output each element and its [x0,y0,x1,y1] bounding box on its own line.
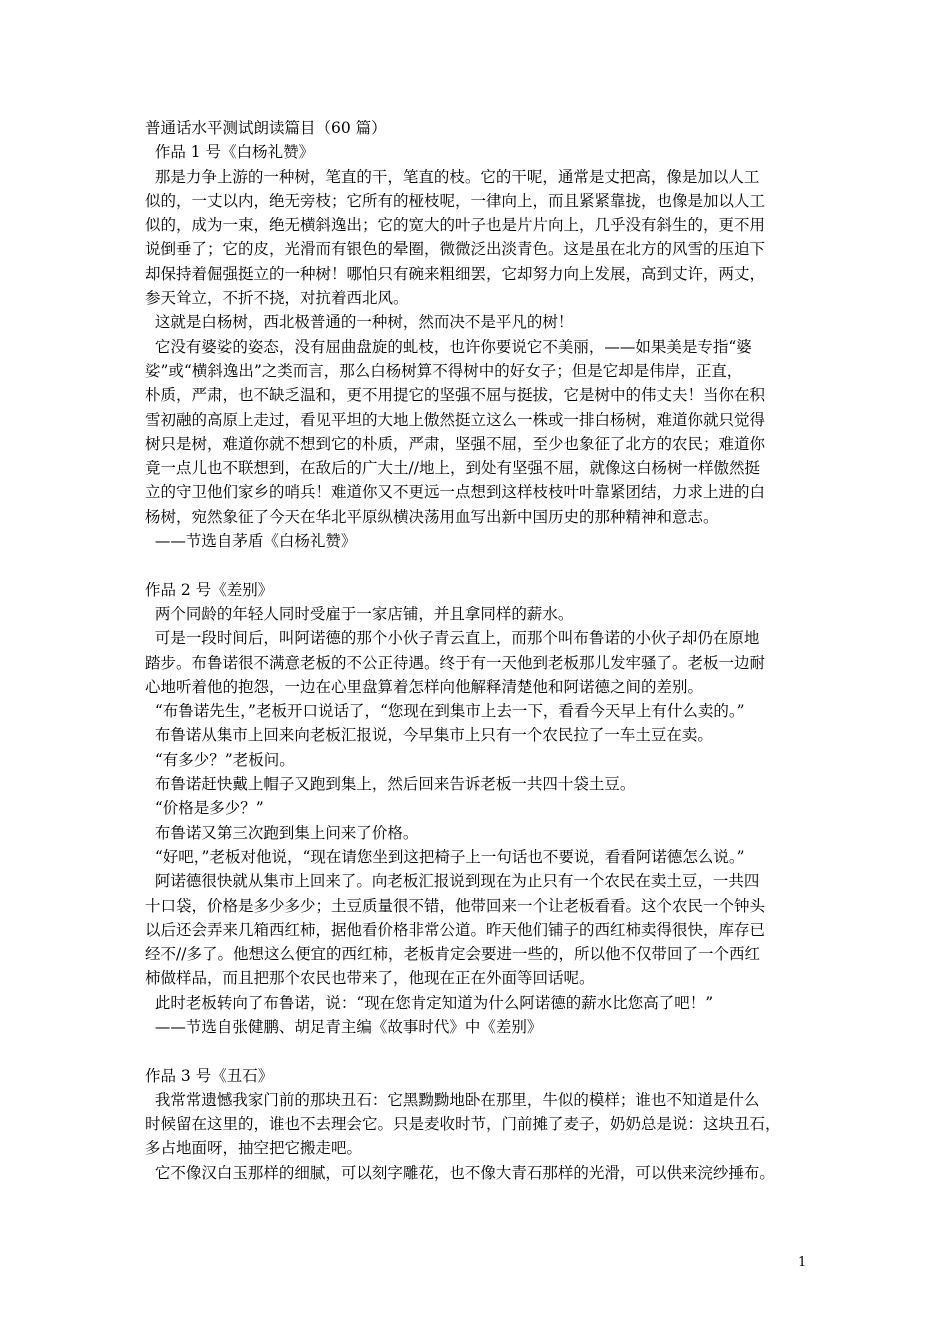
text-line: 心地听着他的抱怨，一边在心里盘算着怎样向他解释清楚他和阿诺德之间的差别。 [145,677,704,696]
text-line: 说倒垂了；它的皮，光滑而有银色的晕圈，微微泛出淡青色。这是虽在北方的风雪的压迫下 [145,240,766,259]
text-line: 娑”或“横斜逸出”之类而言，那么白杨树算不得树中的好女子；但是它却是伟岸，正直， [145,361,743,380]
text-line: 却保持着倔强挺立的一种树！哪怕只有碗来粗细罢，它却努力向上发展，高到丈许，两丈， [145,264,766,283]
text-line: 踏步。布鲁诺很不满意老板的不公正待遇。终于有一天他到老板那儿发牢骚了。老板一边耐 [145,653,766,672]
page-number: 1 [798,1255,807,1270]
text-line: “布鲁诺先生，”老板开口说话了，“您现在到集市上去一下，看看今天早上有什么卖的。” [145,702,745,721]
text-line: 参天耸立，不折不挠，对抗着西北风。 [145,289,409,308]
text-line: 多占地面呀，抽空把它搬走吧。 [145,1139,363,1158]
text-line: 作品 3 号《丑石》 [145,1066,274,1085]
text-line: 它不像汉白玉那样的细腻，可以刻字雕花，也不像大青石那样的光滑，可以供来浣纱捶布。 [145,1163,775,1182]
text-line: 这就是白杨树，西北极普通的一种树，然而决不是平凡的树！ [145,313,574,332]
text-line: 布鲁诺赶快戴上帽子又跑到集上，然后回来告诉老板一共四十袋土豆。 [145,775,636,794]
text-line: 我常常遗憾我家门前的那块丑石：它黑黝黝地卧在那里，牛似的模样；谁也不知道是什么 [145,1090,760,1109]
text-line: “有多少？”老板问。 [145,750,295,769]
text-line: 朴质，严肃，也不缺乏温和，更不用提它的坚强不屈与挺拔，它是树中的伟丈夫！当你在积 [145,386,766,405]
text-line: 似的，一丈以内，绝无旁枝；它所有的桠枝呢，一律向上，而且紧紧靠拢，也像是加以人工 [145,191,766,210]
text-line: 杨树，宛然象征了今天在华北平原纵横决荡用血写出新中国历史的那种精神和意志。 [145,507,719,526]
text-line: 作品 2 号《差别》 [145,580,274,599]
text-line: 经不//多了。他想这么便宜的西红柿，老板肯定会要进一些的，所以他不仅带回了一个西红 [145,945,760,964]
text-line: ——节选自张健鹏、胡足青主编《故事时代》中《差别》 [145,1017,543,1036]
text-line: 阿诺德很快就从集市上回来了。向老板汇报说到现在为止只有一个农民在卖土豆，一共四 [145,872,760,891]
text-line: 竟一点儿也不联想到，在敌后的广大土//地上，到处有坚强不屈，就像这白杨树一样傲然挺 [145,459,760,478]
text-line: 树只是树，难道你就不想到它的朴质，严肃，坚强不屈，至少也象征了北方的农民；难道你 [145,434,766,453]
blank-line [145,553,810,577]
text-line: 两个同龄的年轻人同时受雇于一家店铺，并且拿同样的薪水。 [145,604,574,623]
text-line: 雪初融的高原上走过，看见平坦的大地上傲然挺立这么一株或一排白杨树，难道你就只觉得 [145,410,766,429]
text-line: ——节选自茅盾《白杨礼赞》 [145,532,357,551]
text-line: 似的，成为一束，绝无横斜逸出；它的宽大的叶子也是片片向上，几乎没有斜生的，更不用 [145,216,766,235]
text-line: “价格是多少？” [145,799,264,818]
text-line: 柿做样品，而且把那个农民也带来了，他现在正在外面等回话呢。 [145,969,595,988]
text-line: 时候留在这里的，谁也不去理会它。只是麦收时节，门前摊了麦子，奶奶总是说：这块丑石， [145,1115,781,1134]
text-line: 以后还会弄来几箱西红柿，据他看价格非常公道。昨天他们铺子的西红柿卖得很快，库存已 [145,920,766,939]
text-line: “好吧，”老板对他说，“现在请您坐到这把椅子上一句话也不要说，看看阿诺德怎么说。” [145,847,745,866]
text-line: 十口袋，价格是多少多少；土豆质量很不错，他带回来一个让老板看看。这个农民一个钟头 [145,896,766,915]
text-line: 布鲁诺从集市上回来向老板汇报说，今早集市上只有一个农民拉了一车土豆在卖。 [145,726,713,745]
text-line: 立的守卫他们家乡的哨兵！难道你又不更远一点想到这样枝枝叶叶靠紧团结，力求上进的白 [145,483,766,502]
text-line: 布鲁诺又第三次跑到集上问来了价格。 [145,823,419,842]
text-line: 可是一段时间后，叫阿诺德的那个小伙子青云直上，而那个叫布鲁诺的小伙子却仍在原地 [145,629,760,648]
document-body [145,116,810,1185]
text-line: 它没有婆娑的姿态，没有屈曲盘旋的虬枝，也许你要说它不美丽，——如果美是专指“婆 [145,337,752,356]
blank-line [145,1039,810,1063]
text-line: 作品 1 号《白杨礼赞》 [145,143,315,162]
text-line: 此时老板转向了布鲁诺，说：“现在您肯定知道为什么阿诺德的薪水比您高了吧！” [145,993,714,1012]
text-line: 普通话水平测试朗读篇目（60 篇） [145,119,387,137]
text-line: 那是力争上游的一种树，笔直的干，笔直的枝。它的干呢，通常是丈把高，像是加以人工 [145,167,760,186]
